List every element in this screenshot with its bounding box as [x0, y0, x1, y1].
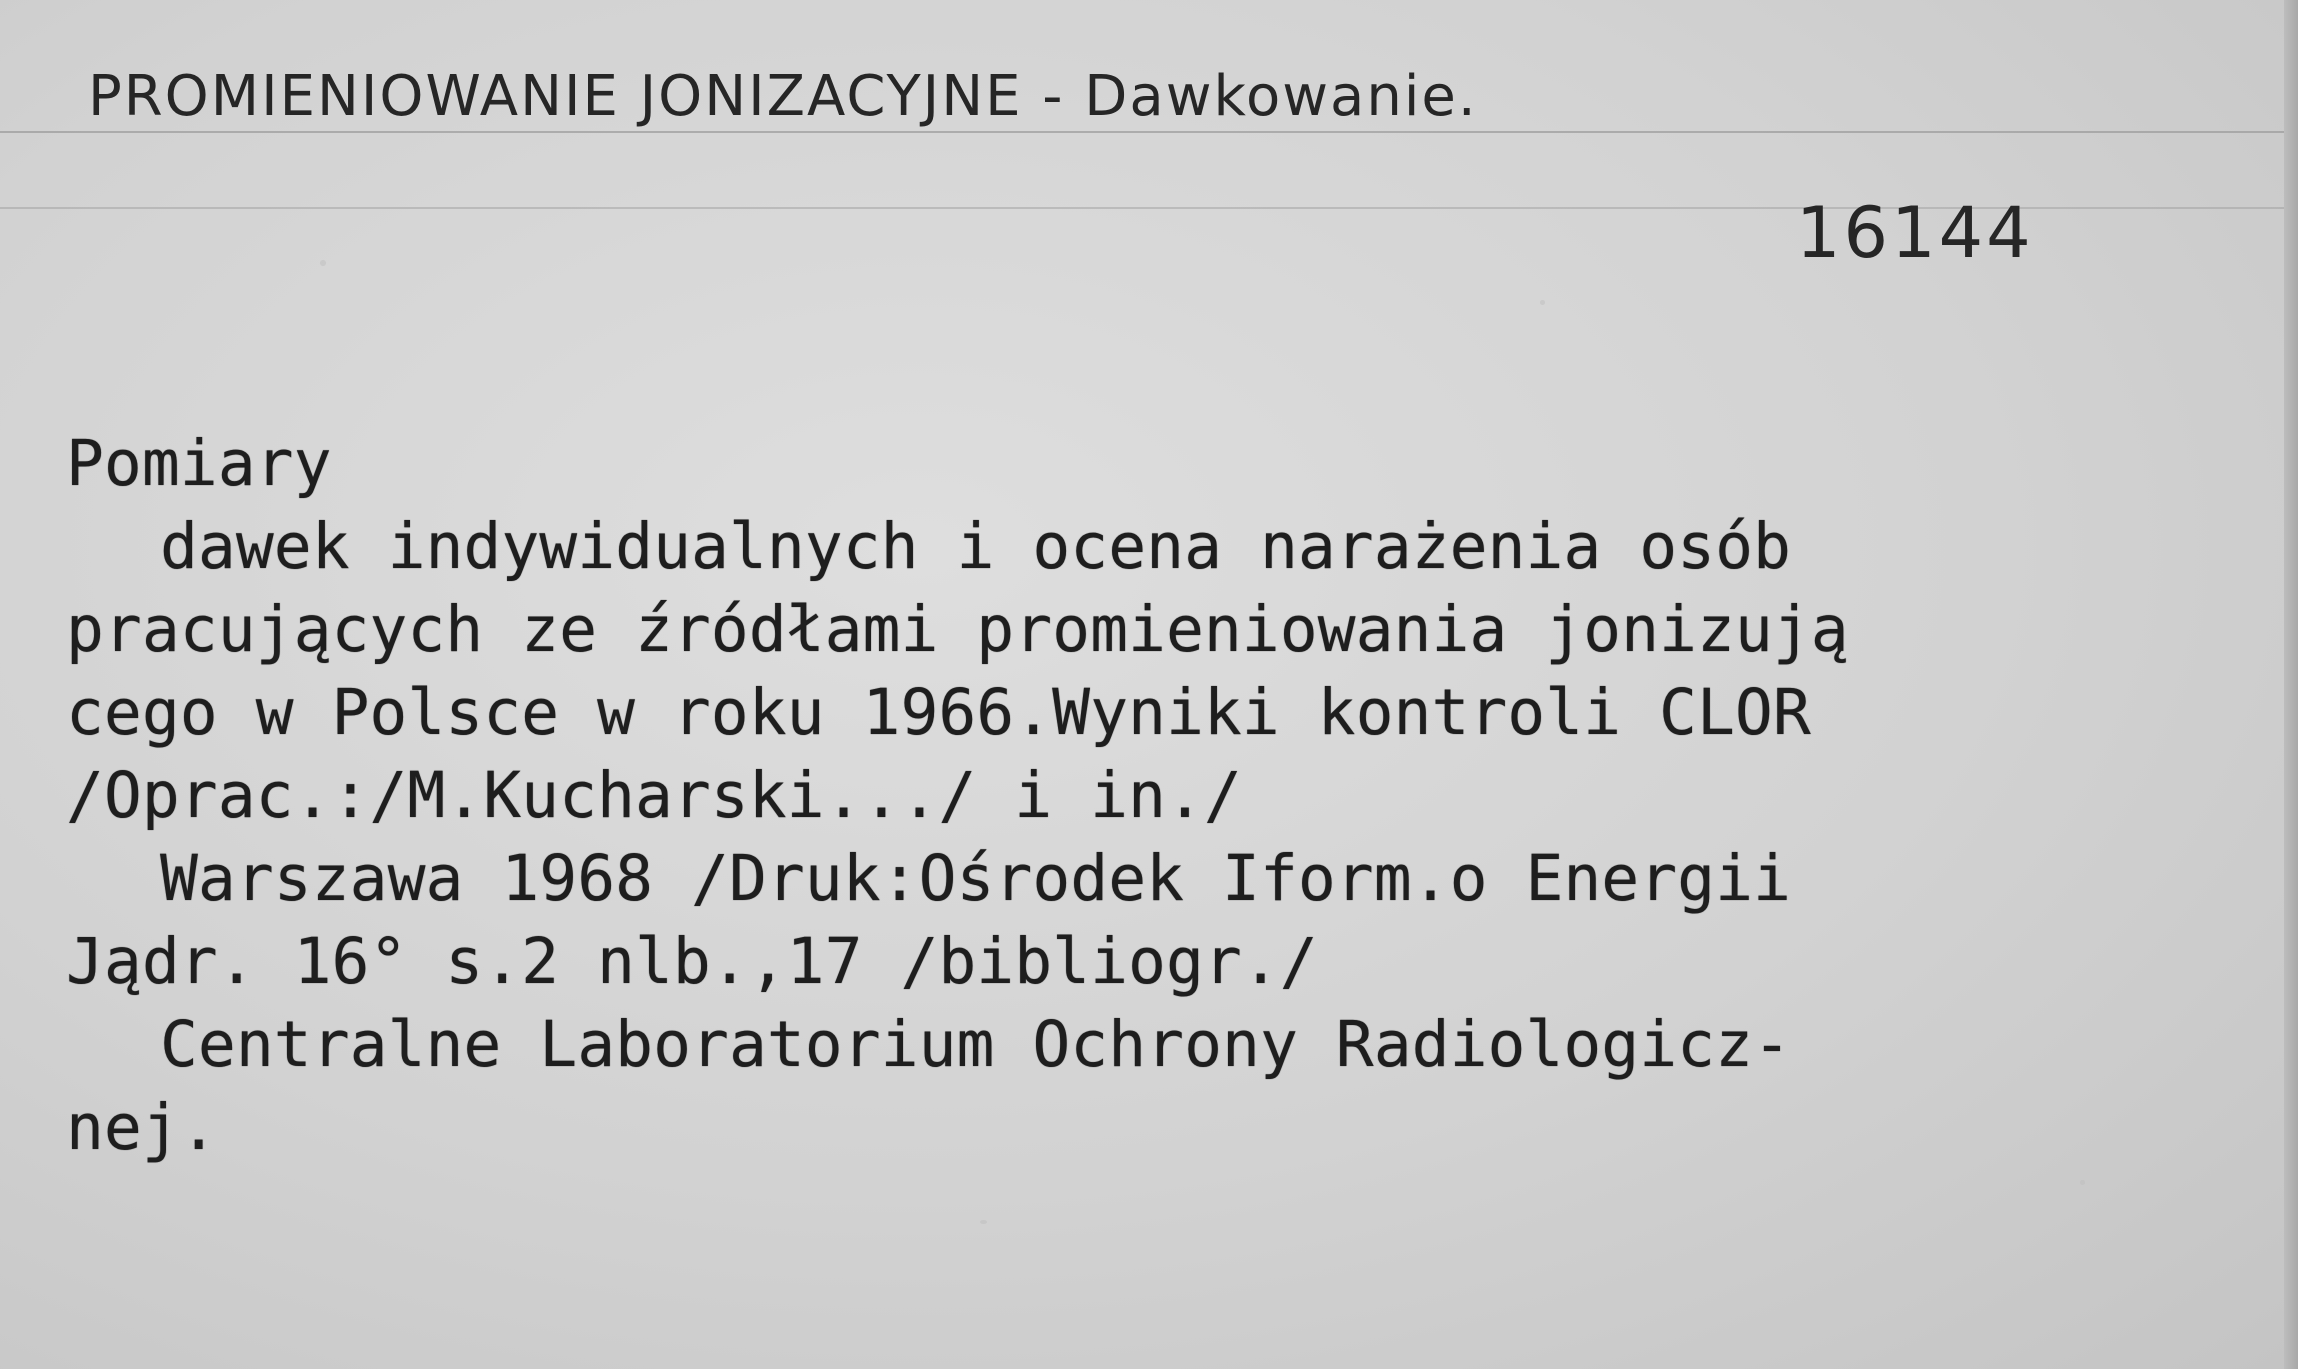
entry-line-3: pracujących ze źródłami promieniowania jonizują — [66, 593, 1849, 666]
paper-speck — [980, 1220, 987, 1224]
entry-line-6: Warszawa 1968 /Druk:Ośrodek Iform.o Energii — [160, 842, 1791, 915]
entry-line-7: Jądr. 16° s.2 nlb.,17 /bibliogr./ — [66, 925, 1318, 998]
top-ruled-line — [0, 131, 2298, 133]
entry-line-4: cego w Polsce w roku 1966.Wyniki kontroli CLOR — [66, 676, 1811, 749]
paper-speck — [2080, 1180, 2085, 1185]
entry-line-2: dawek indywidualnych i ocena narażenia osób — [160, 510, 1791, 583]
call-number: 16144 — [1796, 192, 2034, 274]
entry-line-8: Centralne Laboratorium Ochrony Radiologicz- — [160, 1008, 1791, 1081]
paper-speck — [1540, 300, 1545, 305]
entry-line-9: nej. — [66, 1091, 218, 1164]
card-right-edge — [2284, 0, 2298, 1369]
entry-line-1: Pomiary — [66, 427, 332, 500]
subject-heading: PROMIENIOWANIE JONIZACYJNE - Dawkowanie. — [88, 64, 1478, 129]
paper-speck — [320, 260, 326, 266]
entry-line-5: /Oprac.:/M.Kucharski.../ i in./ — [66, 759, 1242, 832]
